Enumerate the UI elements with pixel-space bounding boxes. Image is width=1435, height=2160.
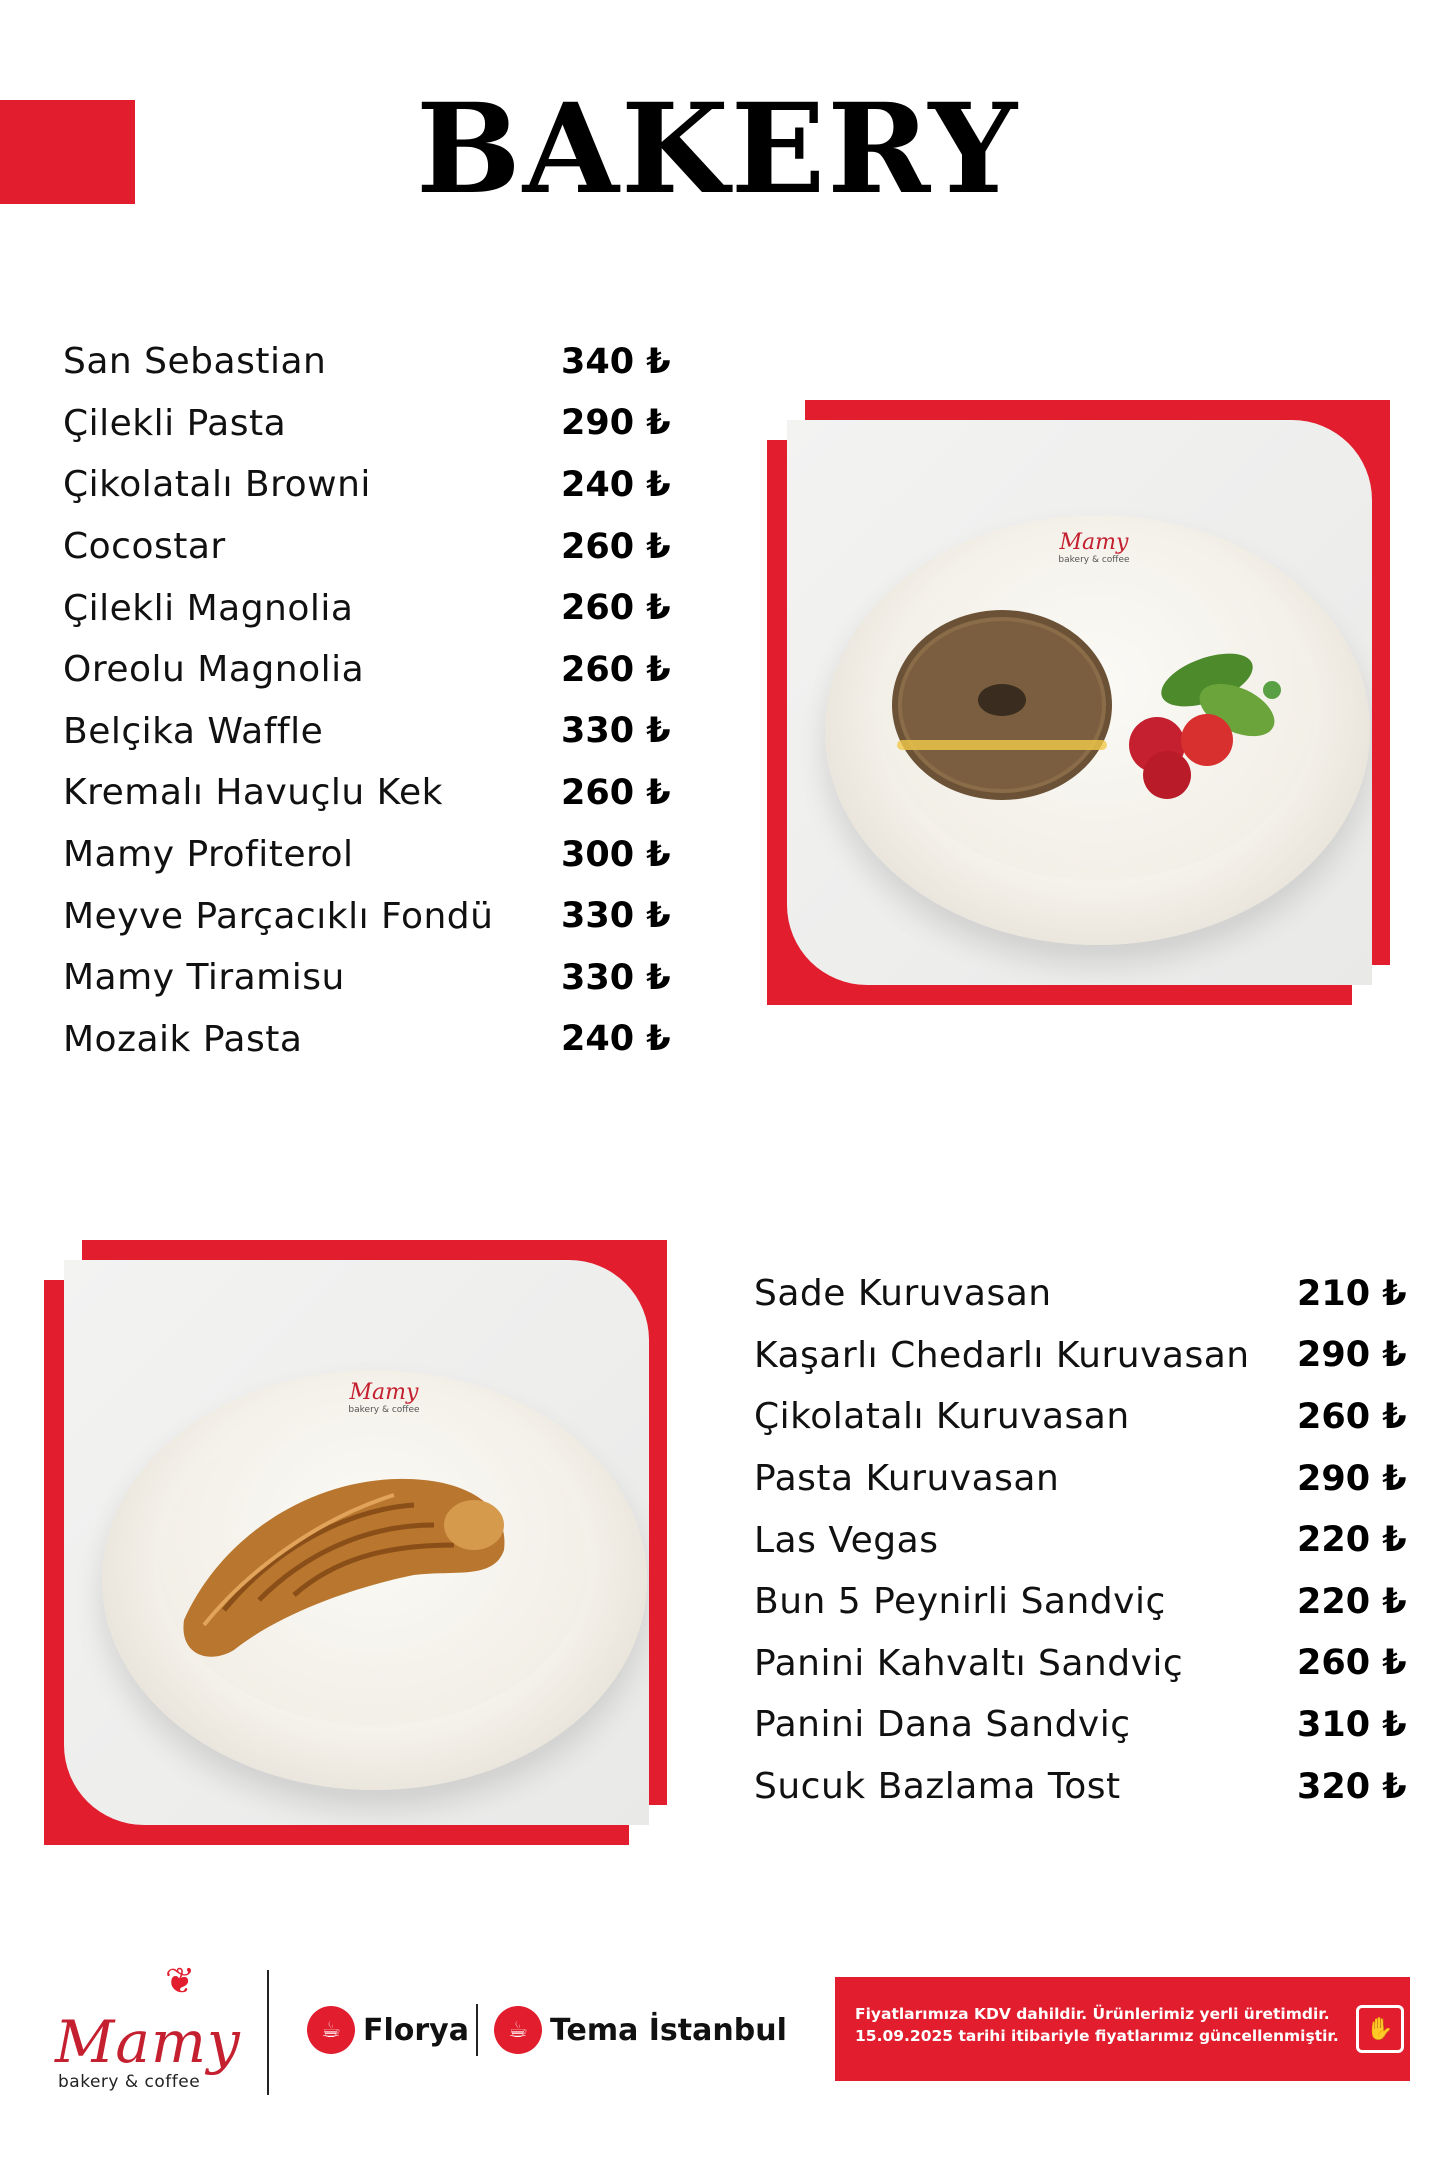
item-price: 260 ₺ bbox=[561, 772, 671, 813]
item-price: 220 ₺ bbox=[1297, 1581, 1407, 1622]
bagel-salad-image bbox=[877, 570, 1337, 830]
item-name: Kremalı Havuçlu Kek bbox=[63, 772, 443, 814]
item-name: Panini Dana Sandviç bbox=[754, 1704, 1131, 1746]
item-name: Mamy Tiramisu bbox=[63, 957, 345, 999]
branch-name: Florya bbox=[363, 2012, 469, 2048]
plate-logo-brand: Mamy bbox=[349, 1380, 419, 1405]
item-name: Mamy Profiterol bbox=[63, 834, 354, 876]
item-price: 260 ₺ bbox=[561, 649, 671, 690]
coffee-cup-icon: ☕ bbox=[494, 2006, 542, 2054]
item-price: 220 ₺ bbox=[1297, 1520, 1407, 1561]
item-name: Meyve Parçacıklı Fondü bbox=[63, 895, 494, 937]
plate-logo-tagline: bakery & coffee bbox=[1058, 555, 1130, 565]
list-item bbox=[754, 1509, 1414, 1571]
item-name: Bun 5 Peynirli Sandviç bbox=[754, 1581, 1166, 1623]
item-price: 260 ₺ bbox=[561, 588, 671, 629]
heart-cup-icon: ❦ bbox=[165, 1961, 196, 2002]
item-name: Pasta Kuruvasan bbox=[754, 1458, 1060, 1500]
item-price: 310 ₺ bbox=[1297, 1704, 1407, 1745]
menu-list-desserts bbox=[63, 331, 683, 1070]
croissant-image bbox=[164, 1410, 544, 1670]
item-name: Mozaik Pasta bbox=[63, 1018, 303, 1060]
item-price: 260 ₺ bbox=[561, 526, 671, 567]
list-item bbox=[63, 393, 683, 455]
list-item bbox=[63, 331, 683, 393]
footer bbox=[0, 1960, 1435, 2160]
list-item bbox=[754, 1571, 1414, 1633]
branch-name: Tema İstanbul bbox=[550, 2012, 787, 2048]
list-item bbox=[754, 1263, 1414, 1325]
item-name: Kaşarlı Chedarlı Kuruvasan bbox=[754, 1334, 1250, 1376]
item-price: 260 ₺ bbox=[1297, 1396, 1407, 1437]
item-name: Çilekli Magnolia bbox=[63, 587, 354, 629]
divider bbox=[476, 2004, 478, 2056]
item-name: Belçika Waffle bbox=[63, 710, 324, 752]
list-item bbox=[63, 516, 683, 578]
item-price: 290 ₺ bbox=[1297, 1458, 1407, 1499]
item-name: Çikolatalı Kuruvasan bbox=[754, 1396, 1130, 1438]
brand-logo bbox=[50, 1961, 241, 2104]
item-price: 300 ₺ bbox=[561, 834, 671, 875]
list-item bbox=[63, 947, 683, 1009]
item-price: 290 ₺ bbox=[561, 403, 671, 444]
list-item bbox=[754, 1633, 1414, 1695]
photo-bagel bbox=[787, 420, 1372, 985]
item-price: 330 ₺ bbox=[561, 896, 671, 937]
item-name: Çilekli Pasta bbox=[63, 402, 287, 444]
item-price: 290 ₺ bbox=[1297, 1335, 1407, 1376]
coffee-cup-icon: ☕ bbox=[307, 2006, 355, 2054]
list-item bbox=[754, 1325, 1414, 1387]
photo-croissant bbox=[64, 1260, 649, 1825]
list-item bbox=[63, 885, 683, 947]
list-item bbox=[63, 701, 683, 763]
list-item bbox=[754, 1386, 1414, 1448]
list-item bbox=[754, 1694, 1414, 1756]
notice-line-2: 15.09.2025 tarihi itibariyle fiyatlarımız güncellenmiştir. bbox=[855, 2027, 1339, 2046]
branch-florya bbox=[307, 2006, 469, 2054]
list-item bbox=[63, 454, 683, 516]
item-name: Sade Kuruvasan bbox=[754, 1273, 1052, 1315]
price-notice-banner bbox=[835, 1977, 1410, 2081]
plate-logo-tagline: bakery & coffee bbox=[348, 1405, 420, 1415]
brand-tagline: bakery & coffee bbox=[58, 2072, 201, 2092]
item-name: San Sebastian bbox=[63, 341, 327, 383]
list-item bbox=[63, 1009, 683, 1071]
page-title: BAKERY bbox=[415, 77, 1020, 222]
handshake-icon: ✋ bbox=[1356, 2005, 1404, 2053]
list-item bbox=[63, 824, 683, 886]
item-name: Las Vegas bbox=[754, 1519, 939, 1561]
item-price: 210 ₺ bbox=[1297, 1273, 1407, 1314]
list-item bbox=[754, 1448, 1414, 1510]
item-name: Cocostar bbox=[63, 526, 226, 568]
divider bbox=[267, 1970, 269, 2095]
item-name: Çikolatalı Browni bbox=[63, 464, 371, 506]
item-name: Sucuk Bazlama Tost bbox=[754, 1766, 1121, 1808]
item-price: 330 ₺ bbox=[561, 711, 671, 752]
list-item bbox=[63, 639, 683, 701]
brand-name: Mamy bbox=[55, 2008, 241, 2076]
item-price: 240 ₺ bbox=[561, 464, 671, 505]
item-price: 340 ₺ bbox=[561, 341, 671, 382]
item-name: Panini Kahvaltı Sandviç bbox=[754, 1642, 1184, 1684]
list-item bbox=[754, 1756, 1414, 1818]
menu-list-croissants bbox=[754, 1263, 1414, 1817]
item-price: 240 ₺ bbox=[561, 1019, 671, 1060]
item-price: 330 ₺ bbox=[561, 957, 671, 998]
list-item bbox=[63, 577, 683, 639]
notice-text bbox=[855, 2003, 1355, 2048]
item-price: 320 ₺ bbox=[1297, 1766, 1407, 1807]
plate-logo-brand: Mamy bbox=[1059, 530, 1129, 555]
plate-logo bbox=[1039, 530, 1149, 565]
list-item bbox=[63, 762, 683, 824]
item-price: 260 ₺ bbox=[1297, 1643, 1407, 1684]
notice-line-1: Fiyatlarımıza KDV dahildir. Ürünlerimiz yerli üretimdir. bbox=[855, 2005, 1330, 2023]
branch-tema-istanbul bbox=[494, 2006, 787, 2054]
item-name: Oreolu Magnolia bbox=[63, 649, 365, 691]
